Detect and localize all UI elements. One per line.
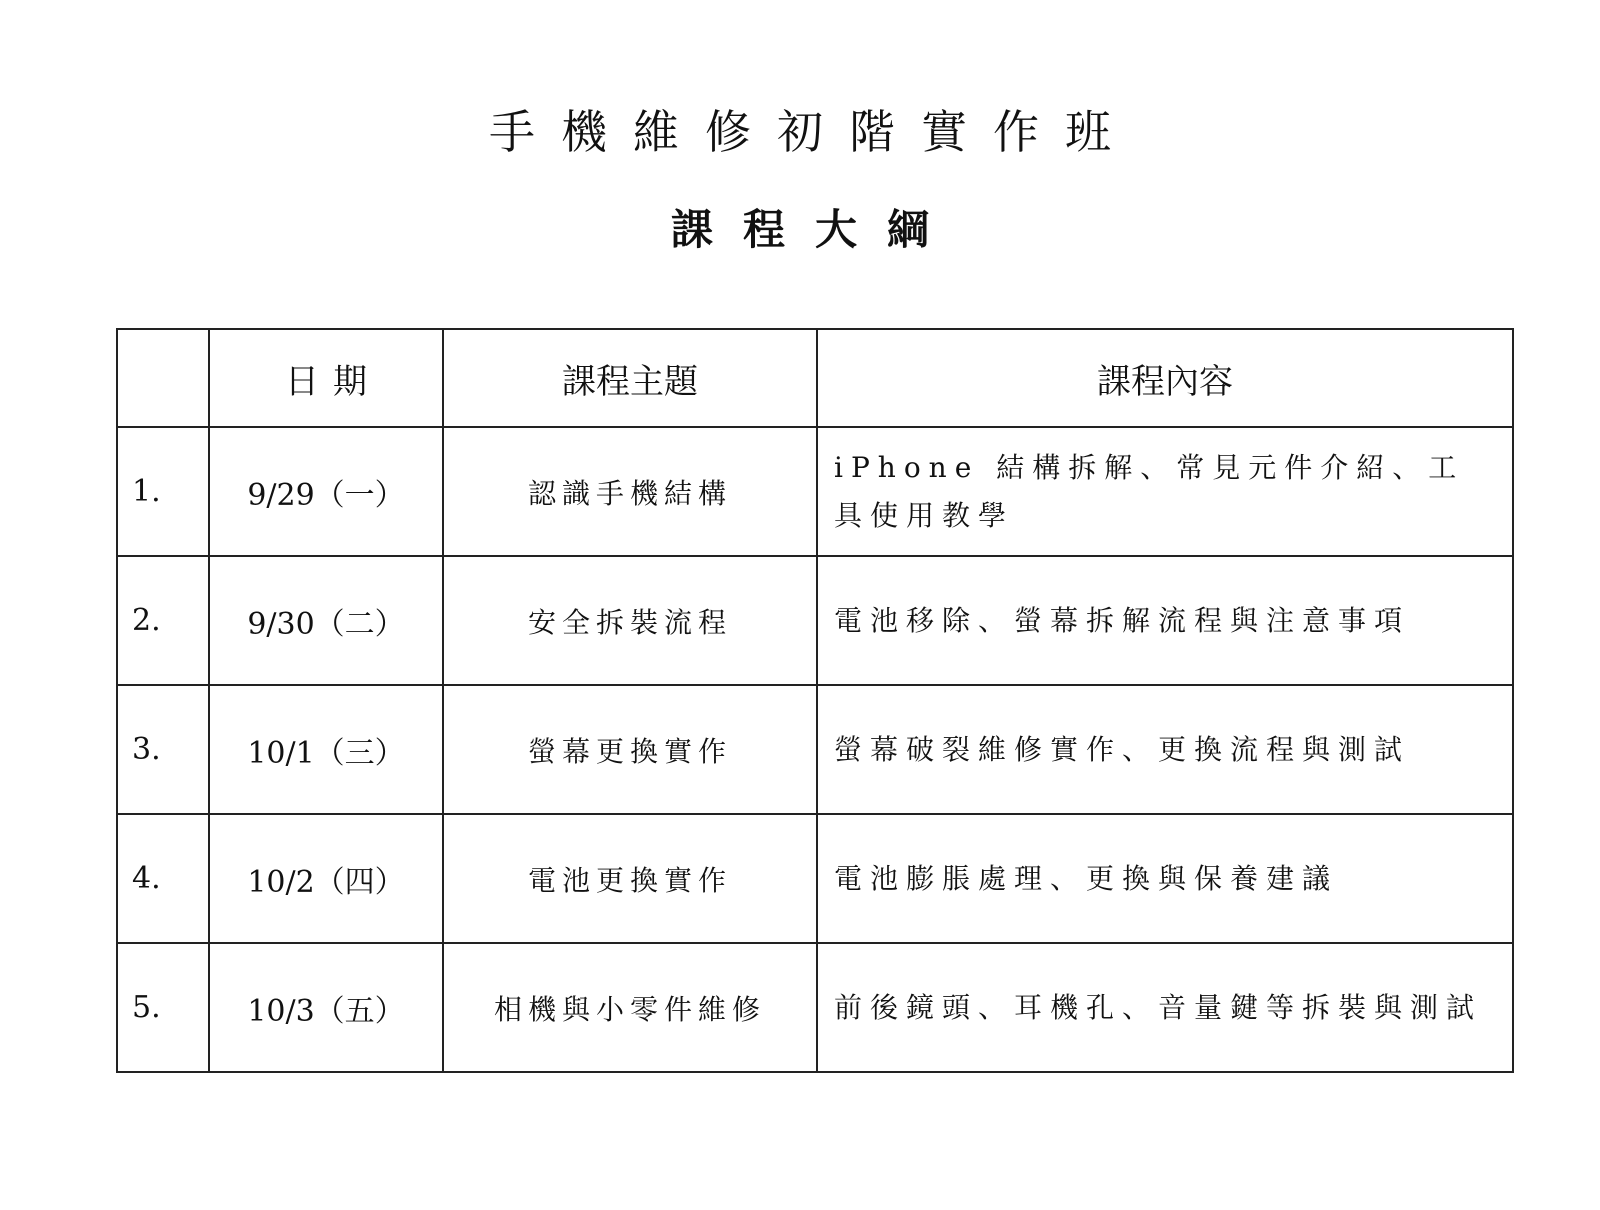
header-row <box>117 329 1513 427</box>
course-outline-table <box>116 328 1514 1073</box>
row-topic: 電池更換實作 <box>443 814 817 943</box>
row-number: 2. <box>117 556 209 685</box>
row-number: 4. <box>117 814 209 943</box>
table-row <box>117 685 1513 814</box>
header-content: 課程內容 <box>817 329 1513 427</box>
header-date: 日期 <box>209 329 443 427</box>
row-date: 10/1（三） <box>209 685 443 814</box>
header-topic: 課程主題 <box>443 329 817 427</box>
table-row <box>117 814 1513 943</box>
row-number: 3. <box>117 685 209 814</box>
table-header <box>117 329 1513 427</box>
row-content: 電池移除、螢幕拆解流程與注意事項 <box>817 556 1513 685</box>
table-row <box>117 427 1513 556</box>
row-content: iPhone 結構拆解、常見元件介紹、工具使用教學 <box>817 427 1513 556</box>
row-date: 10/3（五） <box>209 943 443 1072</box>
header-number <box>117 329 209 427</box>
row-date: 9/29（一） <box>209 427 443 556</box>
row-date: 10/2（四） <box>209 814 443 943</box>
table-row <box>117 556 1513 685</box>
table-body <box>117 427 1513 1072</box>
document-subtitle: 課程大綱 <box>670 205 959 254</box>
row-content: 螢幕破裂維修實作、更換流程與測試 <box>817 685 1513 814</box>
row-topic: 相機與小零件維修 <box>443 943 817 1072</box>
row-number: 5. <box>117 943 209 1072</box>
row-content: 前後鏡頭、耳機孔、音量鍵等拆裝與測試 <box>817 943 1513 1072</box>
document-title: 手機維修初階實作班 <box>489 105 1137 159</box>
row-date: 9/30（二） <box>209 556 443 685</box>
row-number: 1. <box>117 427 209 556</box>
row-topic: 認識手機結構 <box>443 427 817 556</box>
table-row <box>117 943 1513 1072</box>
row-content: 電池膨脹處理、更換與保養建議 <box>817 814 1513 943</box>
row-topic: 安全拆裝流程 <box>443 556 817 685</box>
row-topic: 螢幕更換實作 <box>443 685 817 814</box>
